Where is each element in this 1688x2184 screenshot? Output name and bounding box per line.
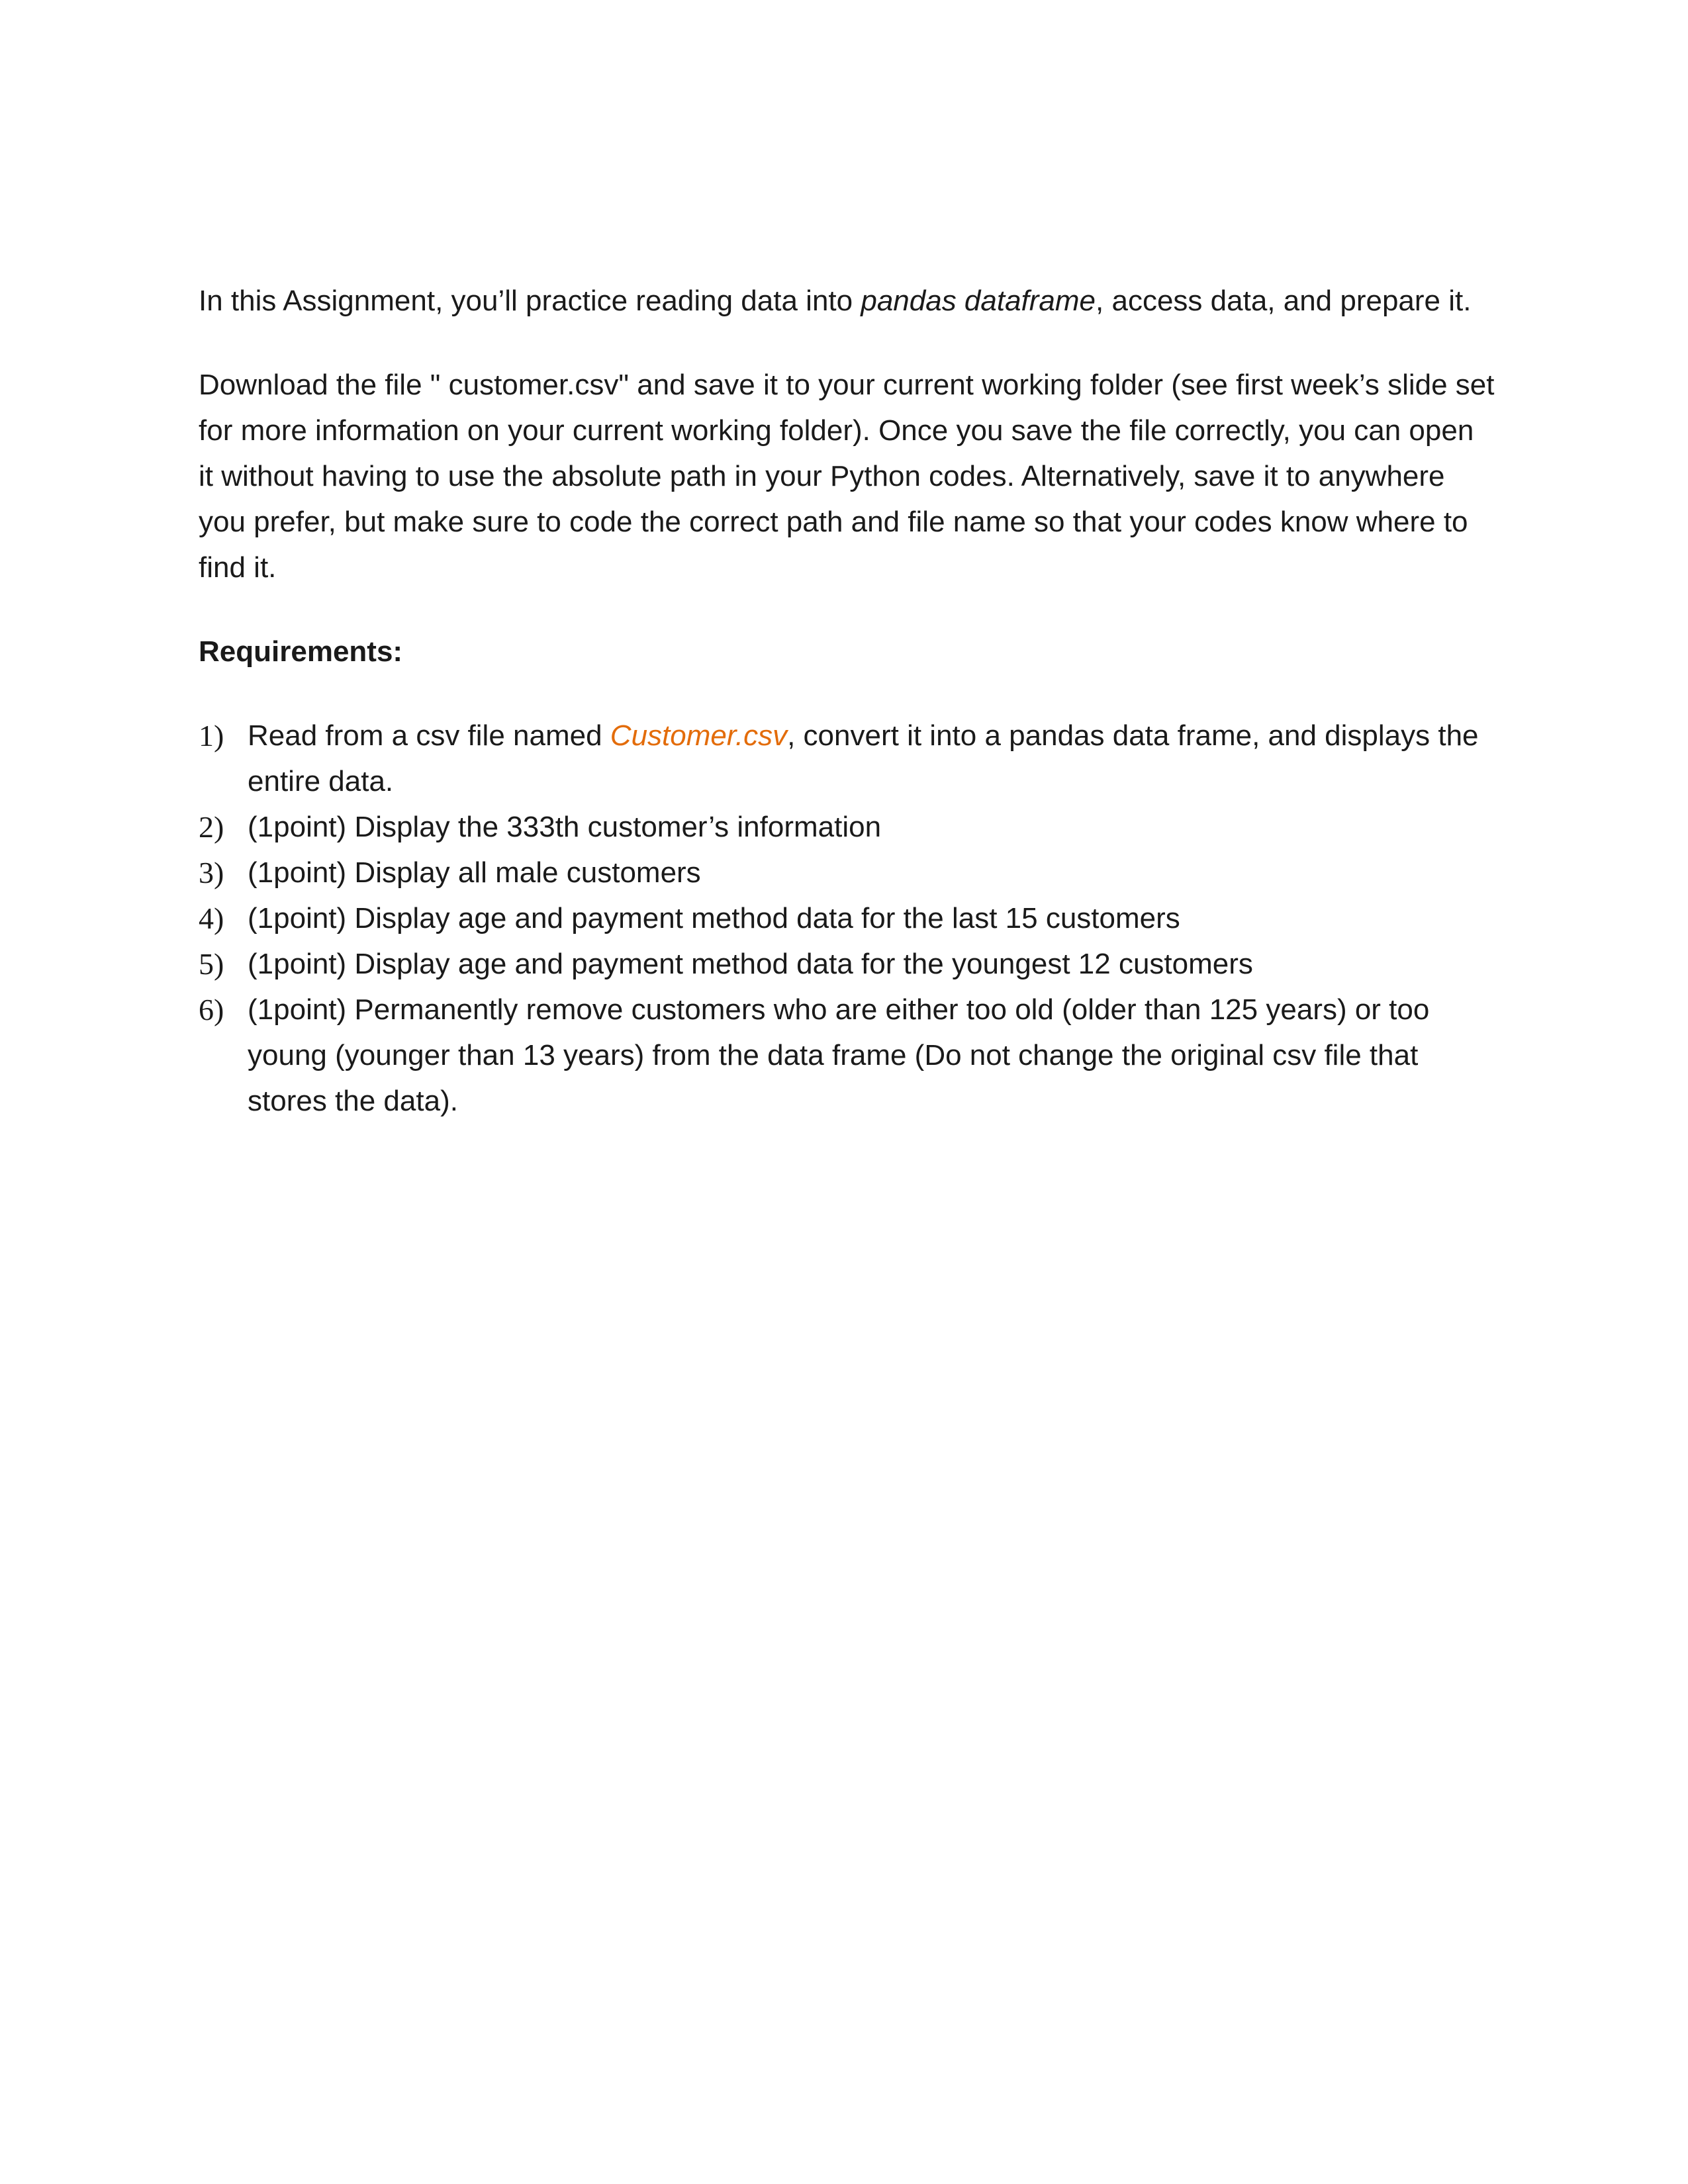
- requirement-item: [199, 850, 1496, 895]
- intro-text-start: In this Assignment, you’ll practice reading data into: [199, 285, 861, 317]
- requirements-heading: Requirements:: [199, 635, 403, 668]
- requirement-text-start: Read from a csv file named: [248, 719, 610, 752]
- requirement-number: 2): [199, 810, 224, 844]
- requirement-item: [199, 713, 1496, 804]
- requirement-item: [199, 804, 1496, 850]
- requirement-text: (1point) Display age and payment method data for the youngest 12 customers: [248, 948, 1253, 980]
- requirement-number: 4): [199, 901, 224, 935]
- requirement-text: (1point) Permanently remove customers who are either too old (older than 125 years) or too young (younger than 13 years) from the data frame (Do not change the original csv file that stores the data).: [248, 993, 1430, 1117]
- intro-paragraph: [199, 278, 1496, 324]
- requirement-item: [199, 941, 1496, 987]
- requirement-number: 1): [199, 719, 224, 752]
- requirement-number: 3): [199, 856, 224, 889]
- requirements-list: [199, 713, 1496, 1124]
- requirement-text: (1point) Display age and payment method data for the last 15 customers: [248, 902, 1180, 934]
- requirement-text: (1point) Display all male customers: [248, 856, 701, 889]
- intro-emphasis: pandas dataframe: [861, 285, 1096, 317]
- requirement-item: [199, 987, 1496, 1124]
- requirement-text: (1point) Display the 333th customer’s information: [248, 811, 882, 843]
- document-page: [199, 278, 1496, 1124]
- intro-text-end: , access data, and prepare it.: [1096, 285, 1472, 317]
- file-name-highlight: Customer.csv: [610, 719, 788, 752]
- requirement-text: [248, 713, 1496, 804]
- requirement-text-end: , convert it into a pandas data frame, and displays the entire data.: [248, 719, 1479, 797]
- requirement-item: [199, 895, 1496, 941]
- requirement-number: 5): [199, 947, 224, 981]
- download-paragraph: Download the file " customer.csv" and save it to your current working folder (see first week’s slide set for more information on your current working folder). Once you save the file correctly, you can open it without having to use the absolute path in your Python codes. Alternatively, save it to anywhere you prefer, but make sure to code the correct path and file name so that your codes know where to find it.: [199, 369, 1495, 584]
- requirement-number: 6): [199, 993, 224, 1026]
